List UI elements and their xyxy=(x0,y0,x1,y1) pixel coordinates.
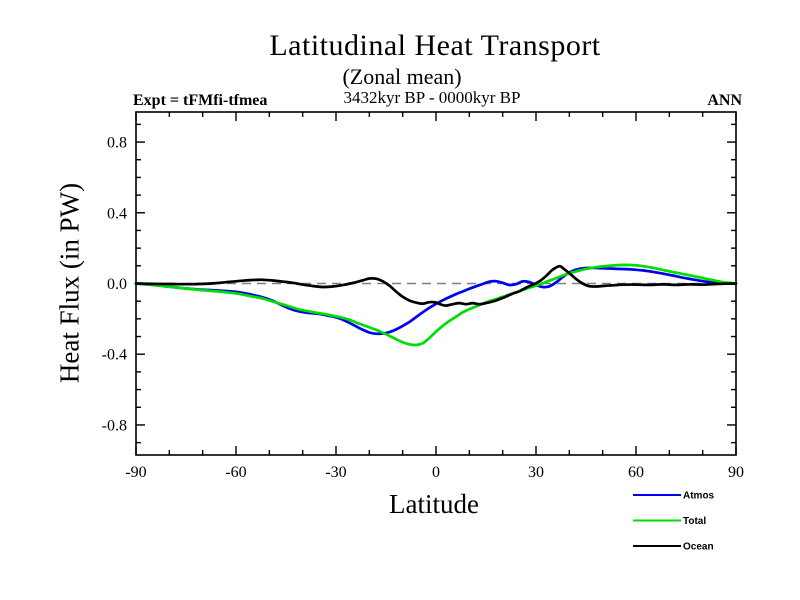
chart-title: Latitudinal Heat Transport xyxy=(269,29,601,62)
y-tick-label: 0.4 xyxy=(107,205,127,223)
x-tick-label: 90 xyxy=(728,464,744,481)
x-tick-label: 30 xyxy=(528,464,544,481)
season-label: ANN xyxy=(707,92,742,109)
legend-label-ocean: Ocean xyxy=(683,541,714,553)
x-tick-label: 60 xyxy=(628,464,644,481)
y-tick-label: 0.8 xyxy=(107,134,127,152)
legend-label-total: Total xyxy=(683,516,707,527)
chart-period: 3432kyr BP - 0000kyr BP xyxy=(343,88,521,107)
x-tick-label: 0 xyxy=(432,464,440,481)
experiment-label: Expt = tFMfi-tfmea xyxy=(133,92,268,109)
legend-label-atmos: Atmos xyxy=(683,490,715,502)
x-tick-label: -90 xyxy=(125,464,147,481)
x-tick-label: -30 xyxy=(325,464,347,481)
x-tick-label: -60 xyxy=(225,464,247,481)
y-tick-label: -0.8 xyxy=(101,417,127,435)
chart-subtitle: (Zonal mean) xyxy=(342,64,462,89)
series-atmos-line xyxy=(136,268,736,334)
y-tick-label: -0.4 xyxy=(101,346,127,364)
x-axis-title: Latitude xyxy=(389,489,479,519)
y-axis-title: Heat Flux (in PW) xyxy=(54,182,85,384)
y-tick-label: 0.0 xyxy=(107,276,127,293)
